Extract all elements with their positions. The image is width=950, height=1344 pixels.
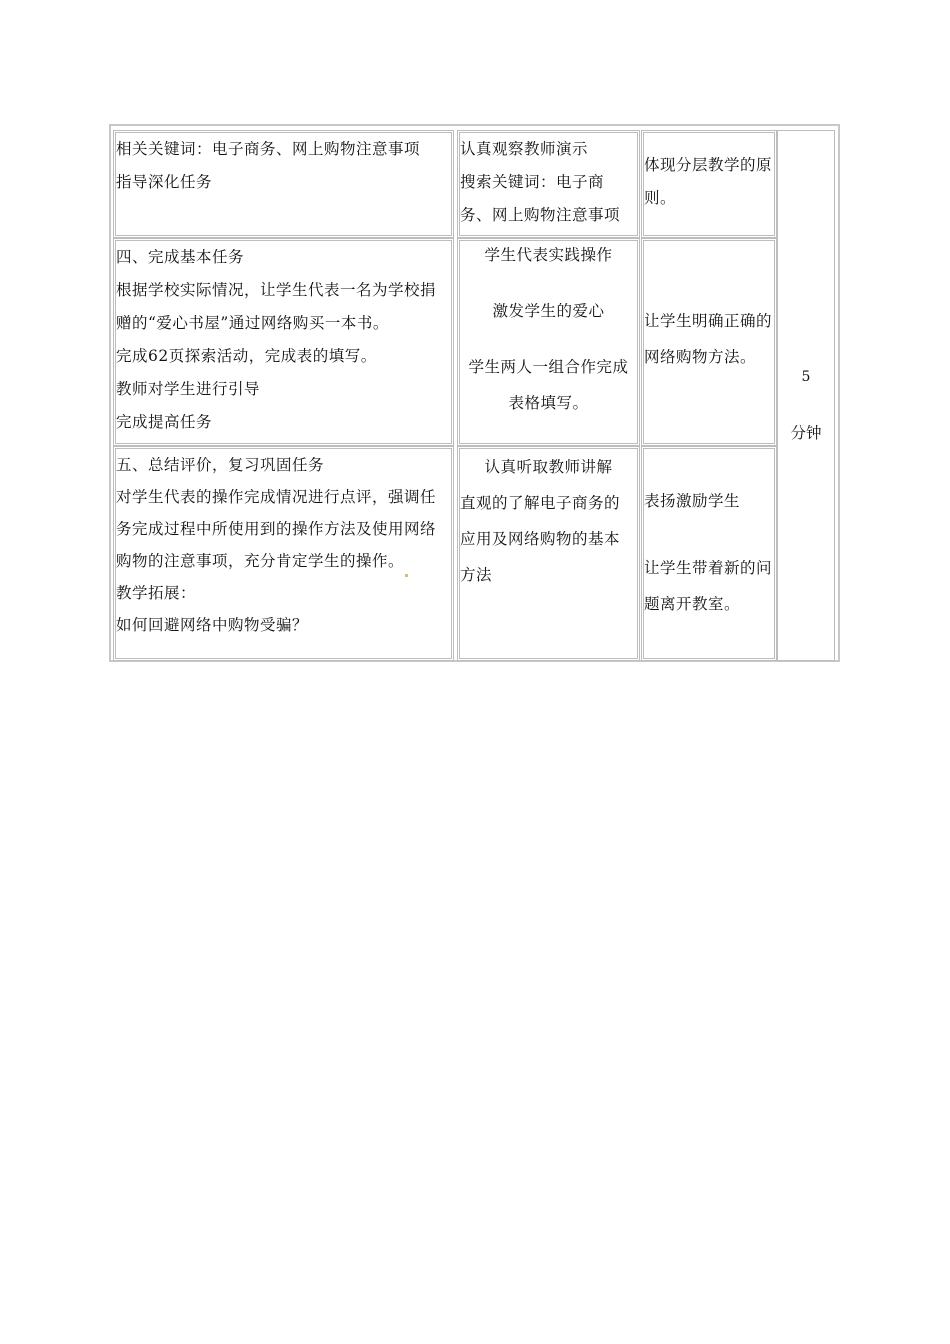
row2-student-line3: 学生两人一组合作完成 xyxy=(468,358,629,376)
time-unit: 分钟 xyxy=(790,424,822,442)
row1-teacher-line2: 指导深化任务 xyxy=(116,173,213,191)
row3-student-line1: 认真听取教师讲解 xyxy=(484,458,613,476)
row1-student-line1: 认真观察教师演示 xyxy=(460,140,589,158)
row2-teacher-line4: 完成62页探索活动，完成表的填写。 xyxy=(116,347,377,365)
row1-student-line3: 务、网上购物注意事项 xyxy=(460,206,621,224)
time-cell xyxy=(777,130,835,661)
row3-intent-line2: 让学生带着新的问 xyxy=(644,559,773,577)
row2-teacher-line6: 完成提高任务 xyxy=(116,413,213,431)
row2-teacher-line2: 根据学校实际情况，让学生代表一名为学校捐 xyxy=(116,281,437,299)
row3-intent-cell xyxy=(641,446,777,661)
row2-intent-line1: 让学生明确正确的 xyxy=(644,312,773,330)
row1-student-cell xyxy=(457,130,640,238)
row3-teacher-line4 xyxy=(116,545,451,577)
row3-teacher-line2: 对学生代表的操作完成情况进行点评，强调任 xyxy=(116,488,437,506)
row2-teacher-line1: 四、完成基本任务 xyxy=(116,248,245,266)
row2-teacher-cell xyxy=(113,238,454,446)
row3-student-cell xyxy=(457,446,640,661)
row3-teacher-line3: 务完成过程中所使用到的操作方法及使用网络 xyxy=(116,520,437,538)
row1-intent-line2: 则。 xyxy=(644,189,677,207)
row3-student-line4: 方法 xyxy=(460,566,493,584)
row3-teacher-line1: 五、总结评价，复习巩固任务 xyxy=(116,456,325,474)
row2-teacher-line3: 赠的“爱心书屋”通过网络购买一本书。 xyxy=(116,314,389,332)
row3-intent-line3: 题离开教室。 xyxy=(644,595,741,613)
row2-intent-line2: 网络购物方法。 xyxy=(644,348,757,366)
row2-student-line4: 表格填写。 xyxy=(508,394,589,412)
row2-intent-cell xyxy=(641,238,777,446)
row2-teacher-line5: 教师对学生进行引导 xyxy=(116,380,261,398)
row3-intent-line1: 表扬激励学生 xyxy=(644,492,741,510)
row1-student-line2: 搜索关键词：电子商 xyxy=(460,173,605,191)
row1-intent-cell xyxy=(641,130,777,238)
lesson-table xyxy=(109,124,840,662)
row3-teacher-line6: 如何回避网络中购物受骗？ xyxy=(116,616,309,634)
row1-teacher-cell xyxy=(113,130,454,238)
mark-dot xyxy=(405,574,408,577)
row3-teacher-line5: 教学拓展： xyxy=(116,584,197,602)
row1-teacher-line1: 相关关键词：电子商务、网上购物注意事项 xyxy=(116,140,421,158)
row2-student-cell xyxy=(457,238,640,446)
row3-teacher-line4-text: 购物的注意事项，充分肯定学生的操作。 xyxy=(116,552,405,570)
row3-teacher-cell xyxy=(113,446,454,661)
row2-student-line2: 激发学生的爱心 xyxy=(492,302,605,320)
row3-student-line3: 应用及网络购物的基本 xyxy=(460,530,621,548)
row2-student-line1: 学生代表实践操作 xyxy=(484,246,613,264)
row3-student-line2: 直观的了解电子商务的 xyxy=(460,494,621,512)
time-number: 5 xyxy=(801,369,811,385)
row1-intent-line1: 体现分层教学的原 xyxy=(644,156,773,174)
